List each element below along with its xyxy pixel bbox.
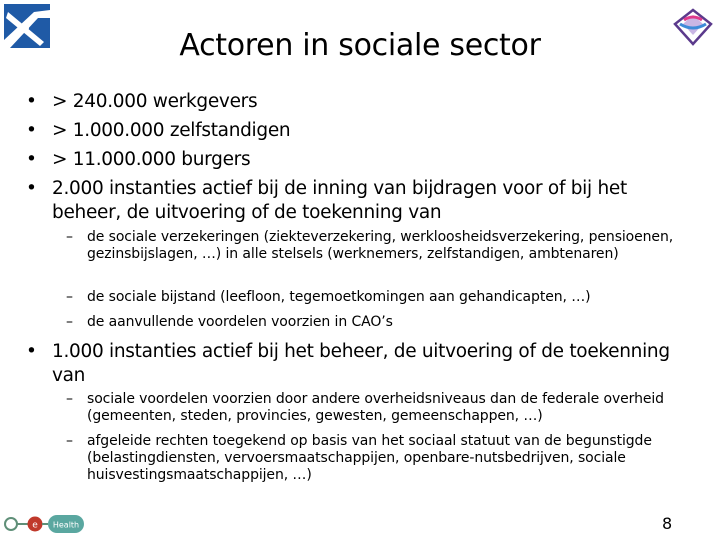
bullet-marker: • [26, 341, 37, 362]
dash-marker: – [66, 433, 73, 449]
page-number: 8 [662, 514, 673, 533]
list-item-text: > 11.000.000 burgers [52, 149, 251, 170]
sub-list-item-text: de sociale bijstand (leefloon, tegemoetkomingen aan gehandicapten, …) [87, 289, 591, 305]
bullet-marker: • [26, 120, 37, 141]
list-item-text: 1.000 instanties actief bij het beheer, de uitvoering of de toekenning van [52, 341, 670, 386]
ehealth-logo-icon [2, 512, 86, 536]
list-item-text: > 1.000.000 zelfstandigen [52, 120, 291, 141]
footer-logo-word: Health [52, 520, 80, 530]
dash-marker: – [66, 391, 73, 407]
dash-marker: – [66, 289, 73, 305]
bullet-marker: • [26, 91, 37, 112]
sub-list-item-text: de sociale verzekeringen (ziekteverzekering, werkloosheidsverzekering, pensioenen, gezinsbijslagen, …) in alle stelsels (werknemers, zelfstandigen, ambtenaren) [87, 229, 674, 262]
list-item-text: 2.000 instanties actief bij de inning van bijdragen voor of bij het beheer, de uitvoering of de toekenning van [52, 178, 627, 223]
sub-list-item-text: sociale voordelen voorzien door andere overheidsniveaus dan de federale overheid (gemeenten, steden, provincies, gewesten, gemeenschappen, …) [87, 391, 664, 424]
dash-marker: – [66, 229, 73, 245]
sub-list-item-text: afgeleide rechten toegekend op basis van het sociaal statuut van de begunstigde (belastingdiensten, vervoersmaatschappijen, openbare-nutsbedrijven, sociale huisvestingsmaatschappijen, …) [87, 433, 652, 483]
slide-title: Actoren in sociale sector [179, 28, 541, 63]
bullet-marker: • [26, 178, 37, 199]
dash-marker: – [66, 314, 73, 330]
bullet-marker: • [26, 149, 37, 170]
sub-list-item-text: de aanvullende voordelen voorzien in CAO’s [87, 314, 393, 330]
list-item-text: > 240.000 werkgevers [52, 91, 258, 112]
footer-logo-letter: e [32, 520, 38, 531]
